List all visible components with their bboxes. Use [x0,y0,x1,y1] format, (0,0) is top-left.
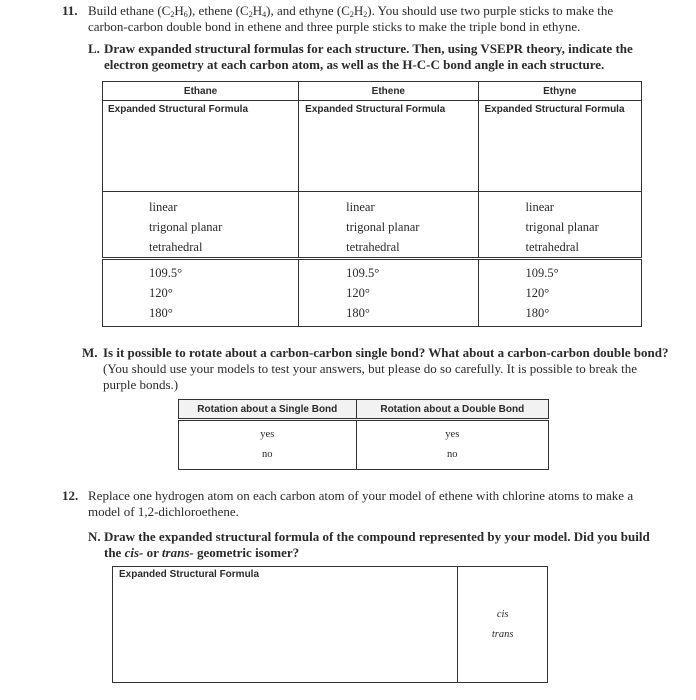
ethane-angle-cell [103,259,299,327]
ethyne-geometry-cell [478,192,642,259]
part-m-line-3: purple bonds.) [103,377,179,392]
isomer-subheader: Expanded Structural Formula [119,569,260,580]
option-109-5[interactable]: 109.5° [346,266,380,280]
part-l-letter: L. [88,41,100,56]
part-l-line-1: Draw expanded structural formulas for each structure. Then, using VSEPR theory, indicate the [104,41,633,56]
part-n-letter: N. [88,529,101,544]
part-n-line-1: Draw the expanded structural formula of the compound represented by your model. Did you build [104,529,650,544]
ethene-subheader: Expanded Structural Formula [305,104,446,115]
ethyne-subheader: Expanded Structural Formula [484,104,625,115]
part-l-text [104,41,694,73]
part-n-text [104,529,694,561]
ethyne-structure-cell[interactable] [478,101,642,192]
option-no[interactable]: no [262,449,273,460]
ethane-geometry-cell [103,192,299,259]
question-12-number: 12. [62,488,79,503]
question-11-number: 11. [62,3,78,18]
col-header-ethene: Ethene [299,82,478,101]
option-tetrahedral[interactable]: tetrahedral [525,240,579,254]
part-m-line-2: (You should use your models to test your answers, but please do so carefully. It is possible to break the [103,361,638,376]
ethene-structure-cell[interactable] [299,101,478,192]
option-no[interactable]: no [447,449,458,460]
cis-term: cis- [124,545,144,560]
option-yes[interactable]: yes [260,429,275,440]
option-120[interactable]: 120° [525,286,550,300]
double-bond-header: Rotation about a Double Bond [356,400,548,420]
option-trigonal-planar[interactable]: trigonal planar [346,220,420,234]
option-180[interactable]: 180° [149,306,173,320]
isomer-structure-cell[interactable] [113,567,458,683]
ethane-subheader: Expanded Structural Formula [108,104,249,115]
option-120[interactable]: 120° [149,286,173,300]
option-120[interactable]: 120° [346,286,370,300]
part-m-letter: M. [82,345,98,360]
option-linear[interactable]: linear [346,200,375,214]
option-trigonal-planar[interactable]: trigonal planar [525,220,599,234]
option-tetrahedral[interactable]: tetrahedral [346,240,400,254]
option-180[interactable]: 180° [525,306,550,320]
part-n-line-2 [104,545,694,561]
part-m-text [103,345,693,393]
trans-term: trans- [161,545,194,560]
ethane-structure-cell[interactable] [103,101,299,192]
question-12-line-1: Replace one hydrogen atom on each carbon atom of your model of ethene with chlorine atoms to make a [88,488,634,503]
option-trans[interactable]: trans [491,628,514,640]
option-109-5[interactable]: 109.5° [525,266,559,280]
molecule-table [102,81,642,327]
option-yes[interactable]: yes [445,429,460,440]
ethene-geometry-cell [299,192,478,259]
double-bond-answer-cell [356,420,548,470]
part-m-line-1: Is it possible to rotate about a carbon-carbon single bond? What about a carbon-carbon double bond? [103,345,669,360]
option-cis[interactable]: cis [496,608,509,620]
col-header-ethyne: Ethyne [478,82,642,101]
option-linear[interactable]: linear [525,200,554,214]
question-12-line-2: model of 1,2-dichloroethene. [88,504,239,519]
isomer-table [112,566,548,683]
question-11-line-2: carbon-carbon double bond in ethene and three purple sticks to make the triple bond in ethyne. [88,19,581,34]
question-11-text [88,3,688,35]
option-109-5[interactable]: 109.5° [149,266,183,280]
question-12-text [88,488,688,520]
question-11-line-1: Build ethane $(C_2H_6)$, ethene $(C_2H_4)$, and ethyne $(C_2H_2)$. You should use two purple sticks to make the [88,3,614,19]
single-bond-answer-cell [179,420,357,470]
or-word: or [143,545,162,560]
option-tetrahedral[interactable]: tetrahedral [149,240,203,254]
rotation-table [178,399,549,470]
part-l-line-2: electron geometry at each carbon atom, as well as the H-C-C bond angle in each structure. [104,57,605,72]
col-header-ethane: Ethane [103,82,299,101]
option-trigonal-planar[interactable]: trigonal planar [149,220,223,234]
option-linear[interactable]: linear [149,200,178,214]
ethyne-angle-cell [478,259,642,327]
part-n-line-2-end: geometric isomer? [193,545,300,560]
single-bond-header: Rotation about a Single Bond [179,400,357,420]
part-n-line-2-start: the [104,545,125,560]
isomer-choice-cell [458,567,548,683]
option-180[interactable]: 180° [346,306,370,320]
ethene-angle-cell [299,259,478,327]
